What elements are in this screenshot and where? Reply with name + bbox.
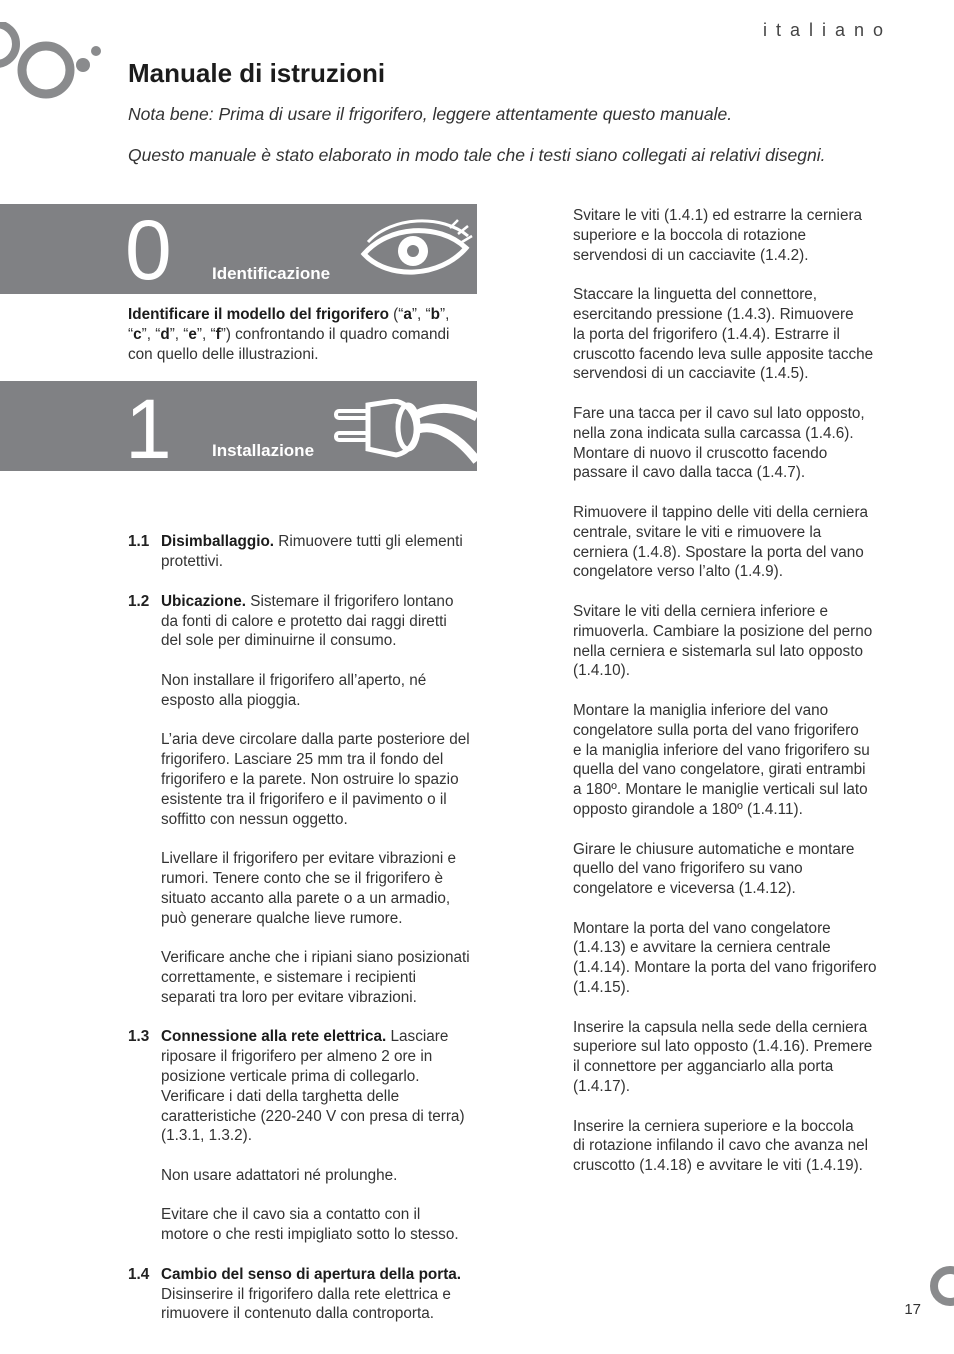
paragraph: L’aria deve circolare dalla parte posteriore del frigorifero. Lasciare 25 mm tra il fondo del frigorifero e la parete. Non ostruire lo spazio esistente tra il frigorifero e il pavimento o il soffitto con nessun oggetto. bbox=[161, 731, 470, 828]
paragraph: Staccare la linguetta del connettore, esercitando pressione (1.4.3). Rimuovere la porta del frigorifero (1.4.4). Estrarre il cruscotto facendo leva sulle apposite tacche servendosi di un cacciavite (1.4.5). bbox=[573, 286, 874, 383]
paragraph: Evitare che il cavo sia a contatto con il motore o che resti impigliato sotto lo stesso. bbox=[161, 1206, 459, 1244]
identification-text: Identificare il modello del frigorifero (“a”, “b”, “c”, “d”, “e”, “f”) confrontando il quadro comandi con quello delle illustrazioni. bbox=[128, 306, 450, 363]
section-title: Installazione bbox=[212, 441, 315, 460]
section-banner-identification bbox=[0, 204, 477, 294]
list-item: 1.4 Cambio del senso di apertura della porta. Disinserire il frigorifero dalla rete elettrica e rimuovere il contenuto dalla controporta. bbox=[128, 1265, 462, 1323]
list-item: 1.2 Ubicazione. Sistemare il frigorifero lontano da fonti di calore e protetto dai raggi diretti del sole per diminuirne il consumo. bbox=[128, 592, 454, 650]
paragraph: Svitare le viti (1.4.1) ed estrarre la cerniera superiore e la boccola di rotazione servendosi di un cacciavite (1.4.2). bbox=[573, 207, 863, 264]
paragraph: Montare la porta del vano congelatore (1.4.13) e avvitare la cerniera centrale (1.4.14). Montare la porta del vano frigorifero (1.4.15). bbox=[573, 919, 877, 997]
paragraph: Svitare le viti della cerniera inferiore e rimuoverla. Cambiare la posizione del perno nella cerniera e sistemarla sul lato opposto (1.4.10). bbox=[573, 602, 873, 680]
section-number: 0 bbox=[125, 204, 172, 294]
section-title: Identificazione bbox=[212, 264, 331, 283]
paragraph: Non installare il frigorifero all’aperto, né esposto alla pioggia. bbox=[161, 671, 427, 709]
note-read-manual: Nota bene: Prima di usare il frigorifero, leggere attentamente questo manuale. bbox=[128, 104, 733, 124]
paragraph: Livellare il frigorifero per evitare vibrazioni e rumori. Tenere conto che se il frigorifero è situato accanto alla parete o a un armadio, può generare qualche lieve rumore. bbox=[161, 850, 457, 927]
language-label: italiano bbox=[762, 20, 892, 40]
paragraph: Montare la maniglia inferiore del vano congelatore sulla porta del vano frigorifero e la maniglia inferiore del vano frigorifero su quella del vano congelatore, girati entrambi a 180º. Montare le maniglie verticali sul lato opposto girandole a 180º (1.4.11). bbox=[573, 701, 870, 818]
right-column bbox=[573, 206, 891, 1176]
paragraph: Inserire la cerniera superiore e la boccola di rotazione infilando il cavo che avanza nel cruscotto (1.4.18) e avvitare le viti (1.4.19). bbox=[573, 1117, 869, 1175]
page-number: 17 bbox=[904, 1301, 921, 1318]
page-title: Manuale di istruzioni bbox=[128, 58, 386, 88]
brand-logo-circles-icon bbox=[0, 22, 110, 104]
power-plug-icon bbox=[334, 399, 477, 471]
decorative-circle-icon bbox=[924, 1263, 954, 1309]
paragraph: Fare una tacca per il cavo sul lato opposto, nella zona indicata sulla carcassa (1.4.6). Montare di nuovo il cruscotto facendo passare il cavo dalla tacca (1.4.7). bbox=[573, 404, 865, 482]
list-item: 1.3 Connessione alla rete elettrica. Lasciare riposare il frigorifero per almeno 2 ore in posizione verticale prima di collegarlo. Verificare i dati della targhetta delle caratteristiche (220-240 V con presa di terra) (1.3.1, 1.3.2). bbox=[128, 1028, 465, 1145]
paragraph: Girare le chiusure automatiche e montare quello del vano frigorifero su vano congelatore e viceversa (1.4.12). bbox=[573, 840, 855, 898]
section-banner-installation bbox=[0, 381, 477, 471]
section-number: 1 bbox=[125, 382, 172, 471]
paragraph: Verificare anche che i ripiani siano posizionati correttamente, e sistemare i recipienti separati tra loro per evitare vibrazioni. bbox=[161, 949, 470, 1006]
paragraph: Non usare adattatori né prolunghe. bbox=[161, 1166, 398, 1184]
note-text-linked: Questo manuale è stato elaborato in modo tale che i testi siano collegati ai relativi disegni. bbox=[128, 145, 826, 165]
eye-icon bbox=[358, 214, 473, 282]
paragraph: Inserire la capsula nella sede della cerniera superiore sul lato opposto (1.4.16). Premere il connettore per agganciarlo alla porta (1.4.17). bbox=[573, 1018, 873, 1096]
paragraph: Rimuovere il tappino delle viti della cerniera centrale, svitare le viti e rimuovere la cerniera (1.4.8). Spostare la porta del vano congelatore verso l’alto (1.4.9). bbox=[573, 503, 869, 581]
list-item: 1.1 Disimballaggio. Rimuovere tutti gli elementi protettivi. bbox=[128, 533, 463, 571]
